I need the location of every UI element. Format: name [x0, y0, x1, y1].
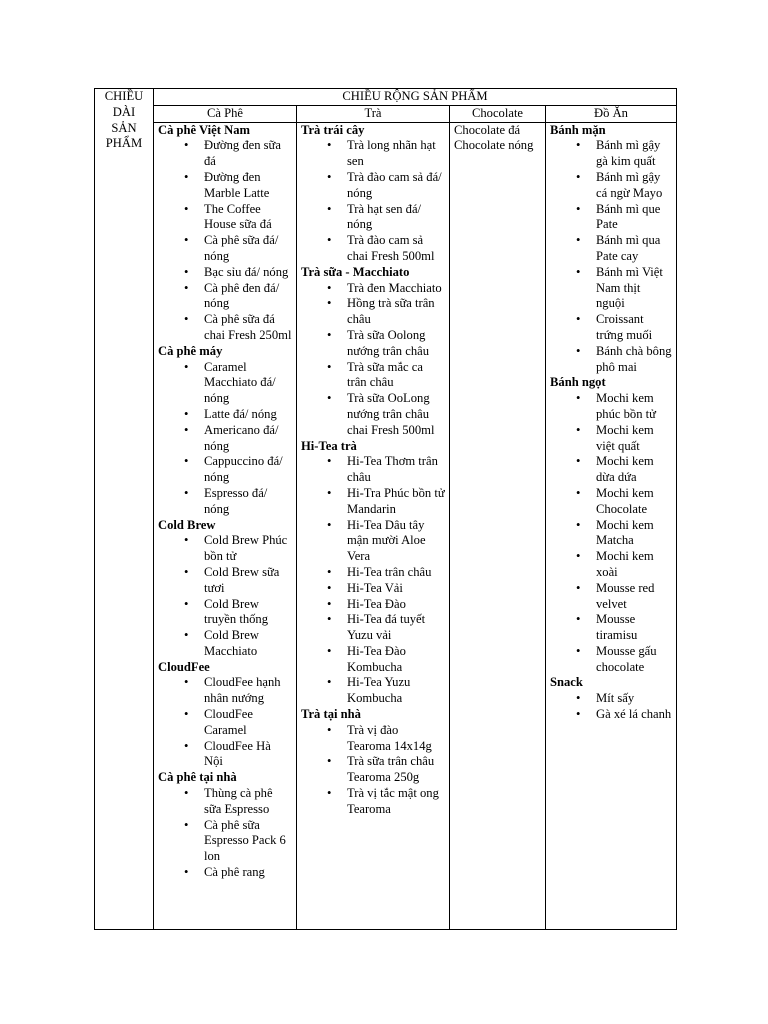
- list-item: • Hi-Tea Yuzu Kombucha: [347, 675, 445, 707]
- list-item: • Trà sữa trân châu Tearoma 250g: [347, 754, 445, 786]
- list-item: • Mousse gấu chocolate: [596, 644, 672, 676]
- group-title: CloudFee: [158, 659, 210, 674]
- list-item: • Espresso đá/ nóng: [204, 486, 292, 518]
- group-title: Bánh mặn: [550, 122, 606, 137]
- list-item: • Hi-Tea đá tuyết Yuzu vải: [347, 612, 445, 644]
- list-item: • Bánh mì gậy cá ngừ Mayo: [596, 170, 672, 202]
- list-item: • Cà phê rang: [204, 865, 292, 881]
- list-item: • Cà phê đen đá/ nóng: [204, 281, 292, 313]
- item-list: [158, 533, 292, 659]
- list-item: • Trà sữa mắc ca trân châu: [347, 360, 445, 392]
- list-item: • Mousse red velvet: [596, 581, 672, 613]
- list-item: • Hi-Tea trân châu: [347, 565, 445, 581]
- list-item: • Caramel Macchiato đá/ nóng: [204, 360, 292, 407]
- list-item: • Cold Brew truyền thống: [204, 597, 292, 629]
- list-item: • Mochi kem xoài: [596, 549, 672, 581]
- list-item: • Trà hạt sen đá/ nóng: [347, 202, 445, 234]
- list-item: • Trà đen Macchiato: [347, 281, 445, 297]
- item-list: [550, 391, 672, 675]
- list-item: • Mochi kem phúc bồn tử: [596, 391, 672, 423]
- main-header-cell: [154, 89, 677, 106]
- column-header-chocolate: Chocolate: [450, 105, 546, 122]
- product-table: [94, 88, 677, 930]
- list-item: • Thùng cà phê sữa Espresso: [204, 786, 292, 818]
- group-title: Hi-Tea trà: [301, 438, 357, 453]
- list-item: • Trà đào cam sả đá/ nóng: [347, 170, 445, 202]
- list-item: • Hi-Tea Đào: [347, 597, 445, 613]
- list-item: • Cà phê sữa Espresso Pack 6 lon: [204, 818, 292, 865]
- item-list: [158, 786, 292, 881]
- list-item: • Trà sữa Oolong nướng trân châu: [347, 328, 445, 360]
- list-item: • Gà xé lá chanh: [596, 707, 672, 723]
- list-item: • Hi-Tea Dâu tây mận mười Aloe Vera: [347, 518, 445, 565]
- group-title: Snack: [550, 675, 583, 690]
- list-item: • Bánh chà bông phô mai: [596, 344, 672, 376]
- group-title: Trà sữa - Macchiato: [301, 264, 410, 279]
- list-item: • Croissant trứng muối: [596, 312, 672, 344]
- list-item: Chocolate đá: [454, 122, 521, 137]
- list-item: • Cà phê sữa đá/ nóng: [204, 233, 292, 265]
- list-item: • Đường đen sữa đá: [204, 138, 292, 170]
- list-item: • The Coffee House sữa đá: [204, 202, 292, 234]
- column-header-tra: Trà: [297, 105, 450, 122]
- list-item: • Mochi kem Matcha: [596, 518, 672, 550]
- list-item: • Mousse tiramisu: [596, 612, 672, 644]
- list-item: • Bánh mì Việt Nam thịt nguội: [596, 265, 672, 312]
- list-item: • Hi-Tea Thơm trân châu: [347, 454, 445, 486]
- list-item: • Cappuccino đá/ nóng: [204, 454, 292, 486]
- item-list: [158, 138, 292, 343]
- row-header-text: CHIỀU DÀI SẢN PHẨM: [104, 89, 144, 151]
- list-item: • Mochi kem việt quất: [596, 423, 672, 455]
- column-header-do-an: Đồ Ăn: [546, 105, 677, 122]
- list-item: • Mochi kem Chocolate: [596, 486, 672, 518]
- list-item: • Trà đào cam sả chai Fresh 500ml: [347, 233, 445, 265]
- list-item: • CloudFee Hà Nội: [204, 739, 292, 771]
- list-item: • Americano đá/ nóng: [204, 423, 292, 455]
- row-header-cell: [95, 89, 154, 930]
- column-header-ca-phe: Cà Phê: [154, 105, 297, 122]
- column-cell-do-an: [546, 122, 677, 929]
- column-cell-tra: [297, 122, 450, 929]
- group-title: Trà tại nhà: [301, 707, 361, 722]
- group-title: Cà phê máy: [158, 343, 223, 358]
- list-item: • Trà sữa OoLong nướng trân châu chai Fresh 500ml: [347, 391, 445, 438]
- column-cell-chocolate: [450, 122, 546, 929]
- list-item: • Bánh mì gậy gà kim quất: [596, 138, 672, 170]
- item-list: [158, 675, 292, 770]
- list-item: • Hồng trà sữa trân châu: [347, 296, 445, 328]
- item-list: [301, 138, 445, 264]
- list-item: • Cold Brew Macchiato: [204, 628, 292, 660]
- list-item: • CloudFee Caramel: [204, 707, 292, 739]
- list-item: • Trà vị tắc mật ong Tearoma: [347, 786, 445, 818]
- list-item: • Trà long nhãn hạt sen: [347, 138, 445, 170]
- group-title: Cà phê Việt Nam: [158, 122, 250, 137]
- list-item: • Latte đá/ nóng: [204, 407, 292, 423]
- list-item: Chocolate nóng: [454, 138, 534, 153]
- item-list: [301, 723, 445, 818]
- item-list: [550, 138, 672, 375]
- list-item: • Hi-Tea Đào Kombucha: [347, 644, 445, 676]
- list-item: • Hi-Tea Vải: [347, 581, 445, 597]
- item-list: [301, 281, 445, 439]
- group-title: Bánh ngọt: [550, 375, 606, 390]
- item-list: [550, 691, 672, 723]
- list-item: • Hi-Tra Phúc bồn tử Mandarin: [347, 486, 445, 518]
- item-list: [158, 360, 292, 518]
- list-item: • CloudFee hạnh nhân nướng: [204, 675, 292, 707]
- list-item: • Trà vị đào Tearoma 14x14g: [347, 723, 445, 755]
- list-item: • Cold Brew Phúc bồn tử: [204, 533, 292, 565]
- item-list: [301, 454, 445, 707]
- list-item: • Bánh mì qua Pate cay: [596, 233, 672, 265]
- list-item: • Mochi kem dừa dứa: [596, 454, 672, 486]
- group-title: Cold Brew: [158, 517, 216, 532]
- group-title: Trà trái cây: [301, 122, 365, 137]
- list-item: • Bánh mì que Pate: [596, 202, 672, 234]
- list-item: • Bạc sỉu đá/ nóng: [204, 265, 292, 281]
- main-header-text: CHIỀU RỘNG SẢN PHẨM: [342, 89, 488, 103]
- list-item: • Mít sấy: [596, 691, 672, 707]
- list-item: • Cà phê sữa đá chai Fresh 250ml: [204, 312, 292, 344]
- list-item: • Cold Brew sữa tươi: [204, 565, 292, 597]
- list-item: • Đường đen Marble Latte: [204, 170, 292, 202]
- group-title: Cà phê tại nhà: [158, 770, 237, 785]
- column-cell-ca-phe: [154, 122, 297, 929]
